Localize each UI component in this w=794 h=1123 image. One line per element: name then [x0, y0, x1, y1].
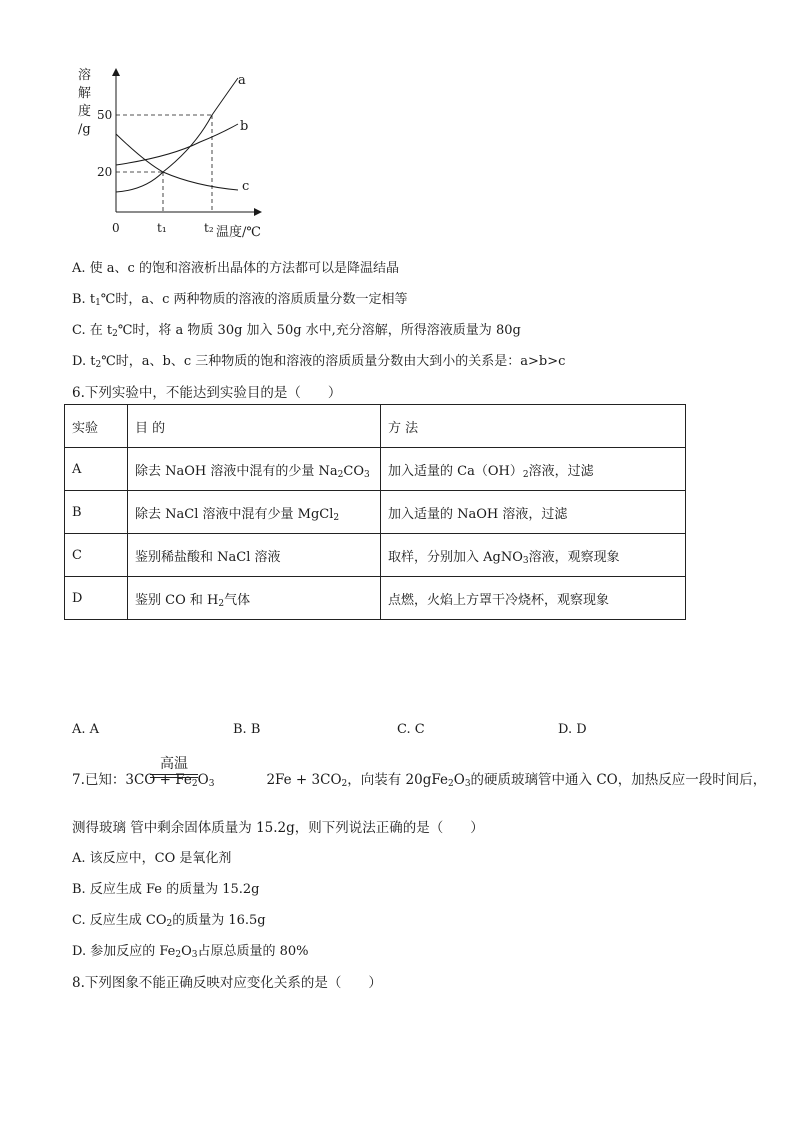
y-label-1: 溶	[78, 68, 92, 83]
y-tick-20: 20	[97, 165, 113, 179]
row-id: C	[65, 534, 128, 577]
q7-option-a[interactable]: A. 该反应中，CO 是氧化剂	[72, 851, 232, 866]
row-purpose: 除去 NaOH 溶液中混有的少量 $Na_2CO_3$	[128, 448, 381, 491]
option-label: C.	[72, 323, 86, 338]
table-row	[65, 577, 686, 620]
q7-option-d[interactable]: D. 参加反应的 $Fe_2O_3$占原总质量的 80%	[72, 944, 309, 960]
q7-stem-line1: 7.已知：$3CO + Fe_2O_3$ $2Fe + 3CO_2$，向装有 $20gFe_2O_3$的硬质玻璃管中通入 CO，加热反应一段时间后，	[72, 772, 767, 789]
table-row	[65, 491, 686, 534]
header-cell: 实验	[65, 405, 128, 448]
x-axis-label: 温度/℃	[216, 225, 261, 240]
header-cell: 目 的	[128, 405, 381, 448]
q7-option-c[interactable]: C. 反应生成 $CO_2$的质量为 16.5g	[72, 913, 266, 929]
q5-option-c[interactable]	[72, 319, 521, 338]
option-label: A.	[72, 261, 86, 276]
curve-label-b: b	[240, 119, 249, 134]
option-sub: 1	[95, 298, 101, 308]
q5-option-d[interactable]	[72, 350, 565, 369]
option-pre: 在 t	[89, 323, 113, 338]
solubility-chart	[70, 62, 280, 242]
table-row	[65, 448, 686, 491]
option-label: D.	[72, 354, 87, 369]
row-method: 加入适量的 NaOH 溶液，过滤	[381, 491, 686, 534]
curve-label-a: a	[238, 73, 246, 88]
q7-option-b[interactable]: B. 反应生成 Fe 的质量为 15.2g	[72, 882, 260, 897]
option-sub: 2	[95, 360, 102, 370]
option-text: ℃时，将 a 物质 30g 加入 50g 水中,充分溶解，所得溶液质量为 80g	[117, 323, 521, 338]
y-tick-50: 50	[97, 108, 113, 122]
option-text: ℃时，a、c 两种物质的溶液的溶质质量分数一定相等	[100, 292, 408, 307]
row-method: 点燃，火焰上方罩干冷烧杯，观察现象	[381, 577, 686, 620]
row-id: A	[65, 448, 128, 491]
q6-answer-b[interactable]: B. B	[233, 722, 261, 737]
q5-option-b[interactable]	[72, 288, 408, 307]
header-cell: 方 法	[381, 405, 686, 448]
row-id: D	[65, 577, 128, 620]
row-purpose: 除去 NaCl 溶液中混有少量 MgCl$_2$	[128, 491, 381, 534]
row-purpose: 鉴别 CO 和 $H_2$气体	[128, 577, 381, 620]
y-label-4: /g	[78, 122, 91, 137]
origin-label: 0	[112, 221, 120, 235]
row-id: B	[65, 491, 128, 534]
option-text: 使 a、c 的饱和溶液析出晶体的方法都可以是降温结晶	[89, 261, 399, 276]
q6-answer-a[interactable]: A. A	[72, 722, 100, 737]
experiment-table	[64, 404, 686, 620]
row-method: 加入适量的 $Ca(OH)_2$溶液，过滤	[381, 448, 686, 491]
row-method: 取样，分别加入 AgNO$_3$溶液，观察现象	[381, 534, 686, 577]
option-label: B.	[72, 292, 86, 307]
q6-answer-c[interactable]: C. C	[397, 722, 425, 737]
table-row	[65, 534, 686, 577]
option-pre: t	[90, 354, 96, 369]
table-header-row	[65, 405, 686, 448]
q6-answer-d[interactable]: D. D	[558, 722, 587, 737]
q7-stem-line2: 测得玻璃 管中剩余固体质量为 15.2g，则下列说法正确的是（ ）	[72, 820, 484, 836]
curve-a	[116, 78, 238, 192]
q6-stem: 6.下列实验中，不能达到实验目的是（ ）	[72, 385, 342, 401]
option-text: ℃时，a、b、c 三种物质的饱和溶液的溶质质量分数由大到小的关系是：a>b>c	[101, 354, 566, 369]
x-tick-t1: t₁	[157, 221, 167, 235]
curve-b	[116, 124, 238, 165]
q5-option-a[interactable]	[72, 257, 399, 276]
x-tick-t2: t₂	[204, 221, 214, 235]
row-purpose: 鉴别稀盐酸和 NaCl 溶液	[128, 534, 381, 577]
option-pre: t	[89, 292, 96, 307]
curve-label-c: c	[242, 179, 250, 194]
y-label-3: 度	[78, 104, 92, 119]
q8-stem: 8.下列图象不能正确反映对应变化关系的是（ ）	[72, 975, 382, 991]
option-sub: 2	[112, 329, 118, 339]
condition-text: 高温	[160, 756, 188, 772]
y-label-2: 解	[78, 86, 92, 101]
